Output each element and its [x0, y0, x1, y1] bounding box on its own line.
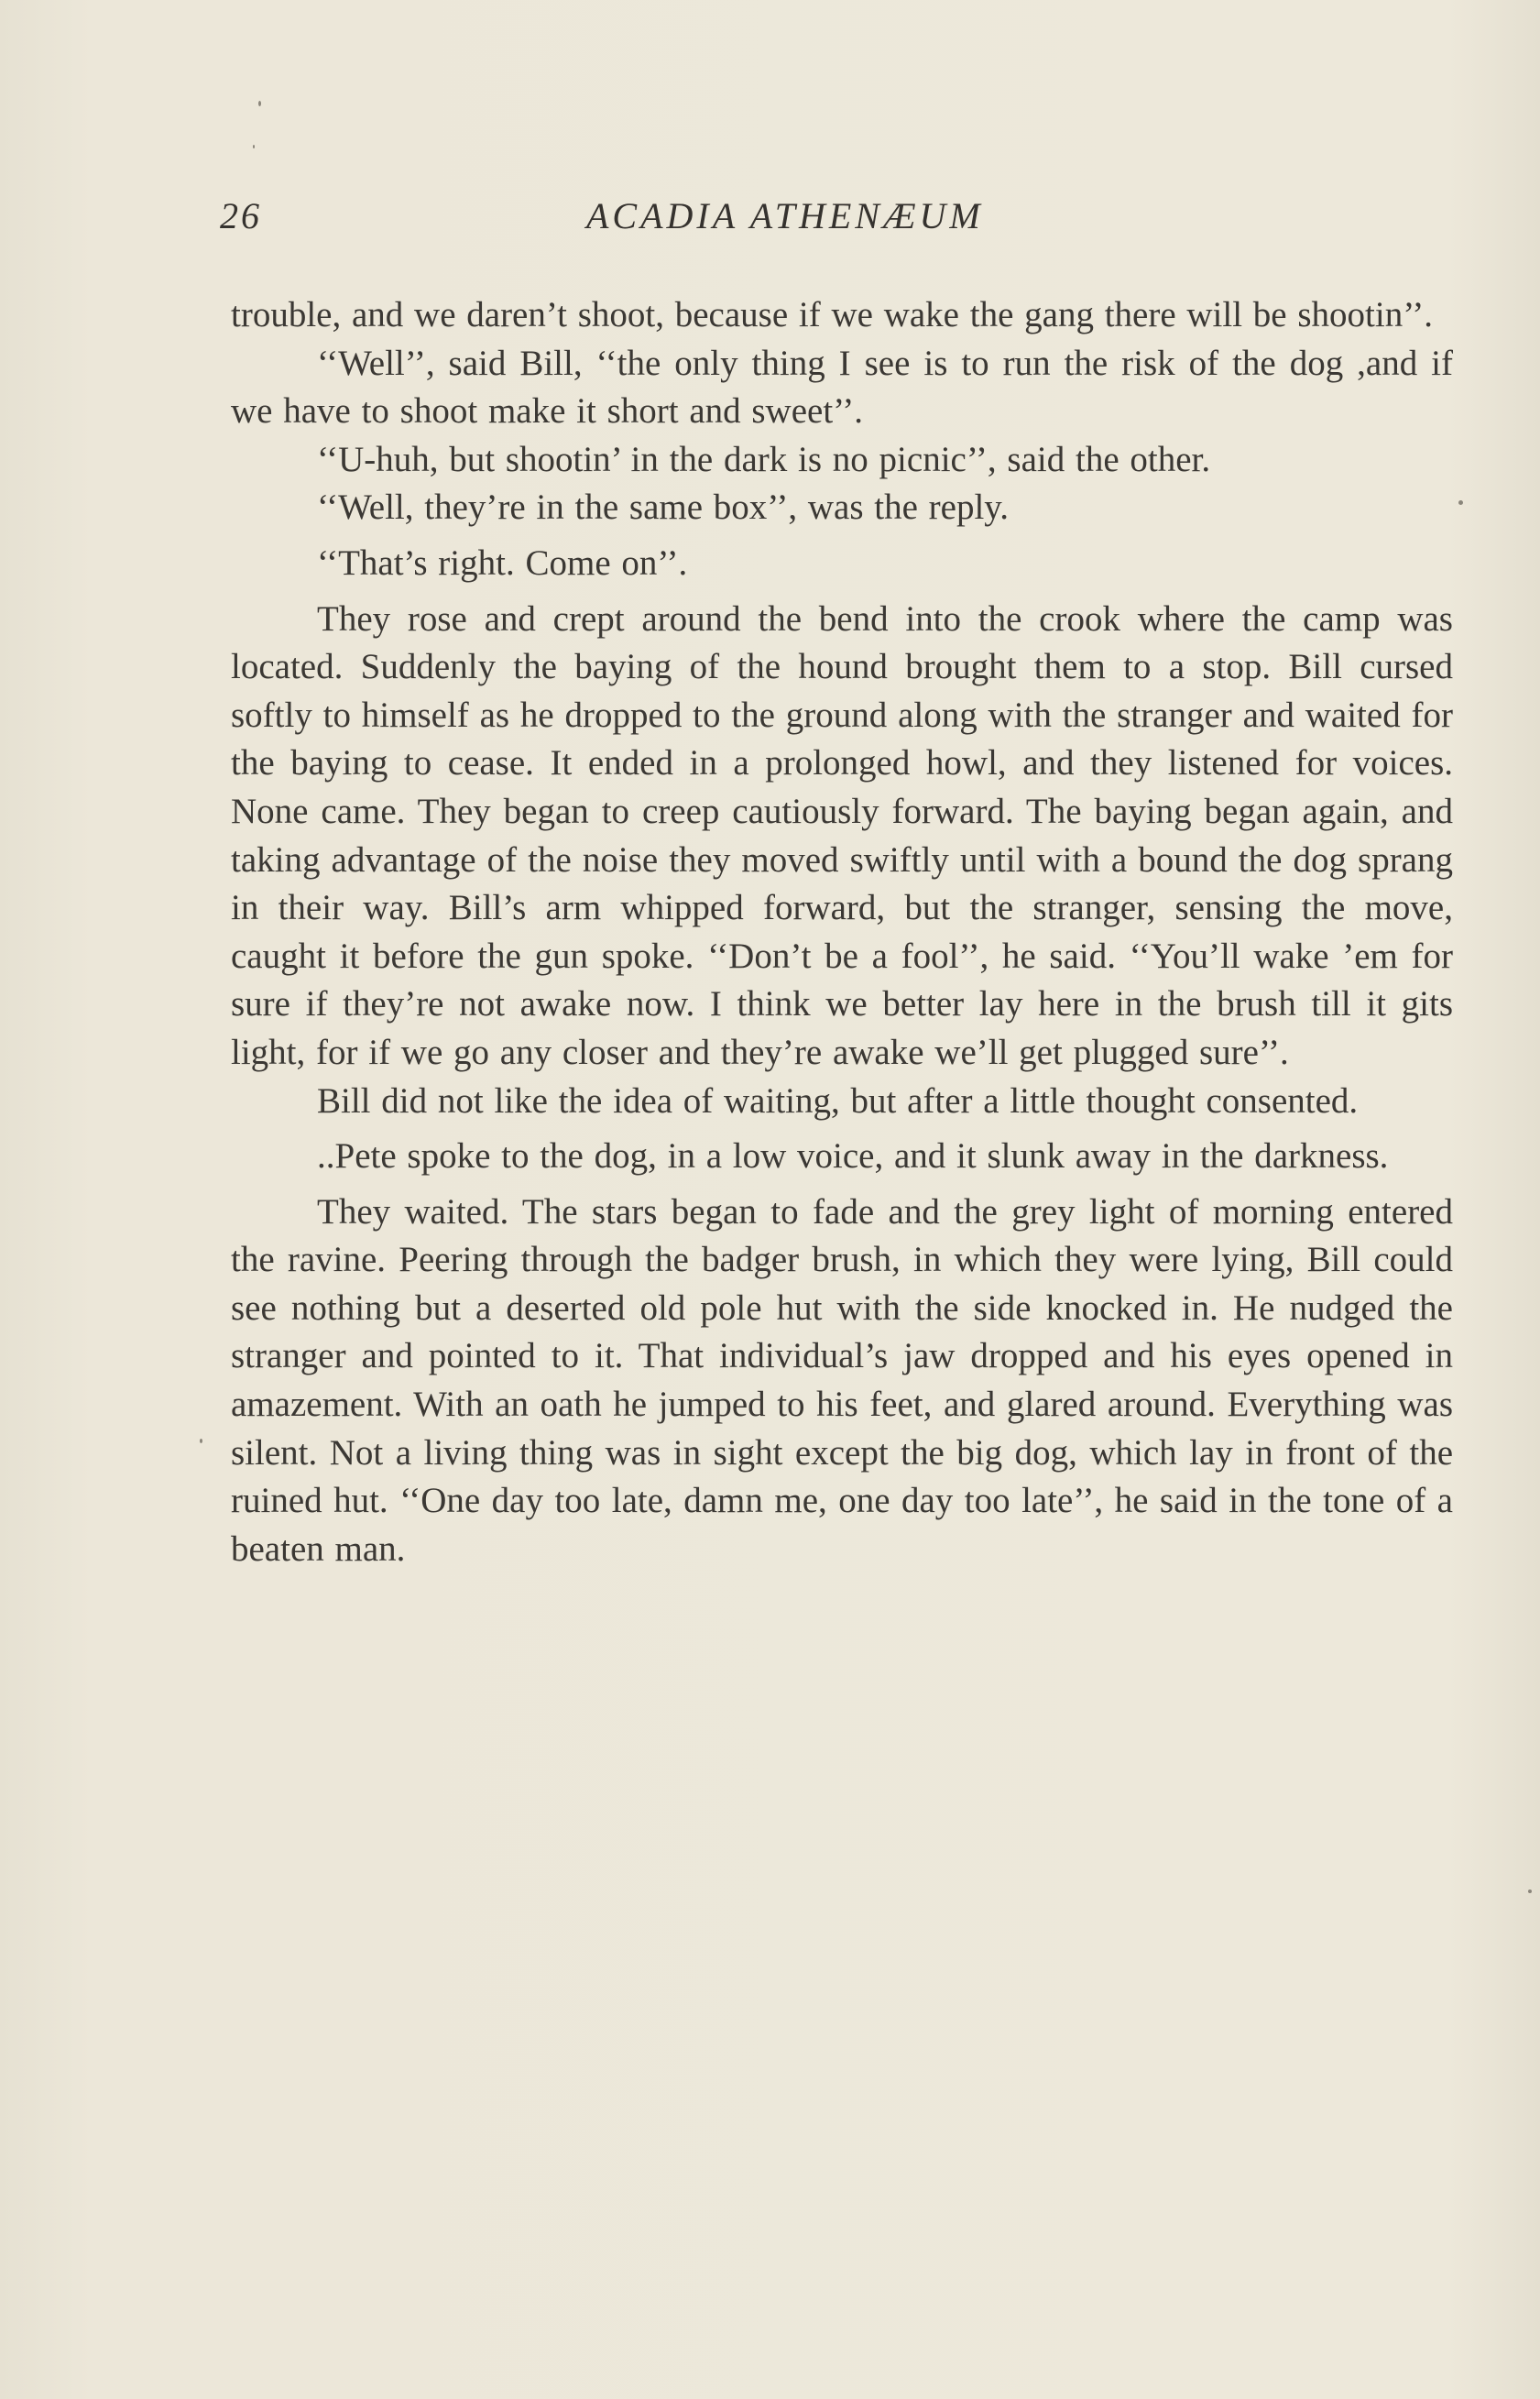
paragraph: They rose and crept around the bend into the crook where the camp was located. Suddenly the baying of the hound brought them to a stop. Bill cursed softly to himself as he dropped to the ground along with the stranger and waited for the baying to cease. It ended in a prolonged howl, and they listened for voices. None came. They began to creep cautiously forward. The baying began again, and taking advantage of the noise they moved swiftly until with a bound the dog sprang in their way. Bill’s arm whipped forward, but the stranger, sensing the move, caught it before the gun spoke. ‘‘Don’t be a fool’’, he said. ‘‘You’ll wake ’em for sure if they’re not awake now. I think we better lay here in the brush till it gits light, for if we go any closer and they’re awake we’ll get plugged sure’’.	[231, 598, 1453, 1072]
paper-speck	[200, 1439, 202, 1443]
running-head: ACADIA ATHENÆUM	[586, 195, 984, 236]
paragraph: ‘‘Well, they’re in the same box’’, was the reply.	[317, 487, 1010, 528]
page-number: 26	[220, 195, 262, 236]
paragraph: They waited. The stars began to fade and the grey light of morning entered the ravine. Peering through the badger brush, in which they were lying, Bill could see nothing but a deserted old pole hut with the side knocked in. He nudged the stranger and pointed to it. That individual’s jaw dropped and his eyes opened in amazement. With an oath he jumped to his feet, and glared around. Everything was silent. Not a living thing was in sight except the big dog, which lay in front of the ruined hut. ‘‘One day too late, damn me, one day too late’’, he said in the tone of a beaten man.	[231, 1191, 1453, 1569]
paragraph: ‘‘That’s right. Come on’’.	[317, 542, 688, 583]
paper-speck	[1528, 1890, 1532, 1893]
paper-speck	[253, 145, 255, 148]
body-text	[231, 291, 1453, 1573]
paragraph: trouble, and we daren’t shoot, because if we wake the gang there will be shootin’’.	[231, 295, 1434, 334]
paragraph: ‘‘Well’’, said Bill, ‘‘the only thing I see is to run the risk of the dog ,and if we have to shoot make it short and sweet’’.	[231, 343, 1453, 432]
paragraph: ..Pete spoke to the dog, in a low voice, and it slunk away in the darkness.	[317, 1136, 1389, 1177]
paragraph: Bill did not like the idea of waiting, but after a little thought consented.	[317, 1080, 1359, 1121]
page-header	[220, 194, 1154, 249]
paper-speck	[258, 101, 261, 106]
paragraph: ‘‘U-huh, but shootin’ in the dark is no picnic’’, said the other.	[317, 439, 1211, 479]
paper-speck	[1458, 500, 1463, 505]
